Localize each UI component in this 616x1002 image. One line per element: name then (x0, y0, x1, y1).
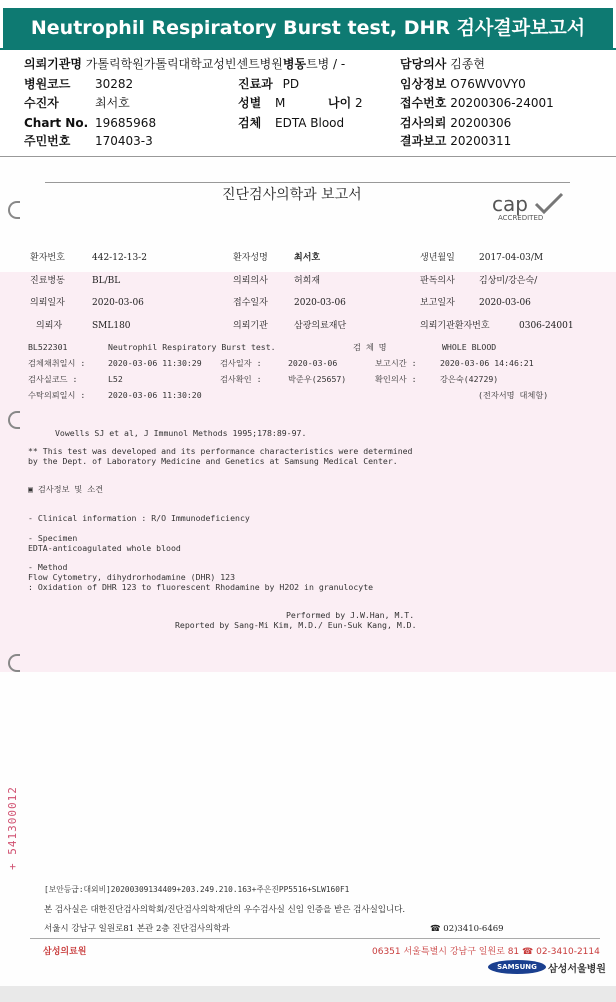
r4-value-1: SML180 (92, 321, 131, 331)
r1-value-3: 2017-04-03/M (479, 253, 544, 263)
clinical-info: - Clinical information : R/O Immunodeficiency (28, 513, 250, 523)
r1-label-3: 생년월일 (420, 253, 455, 263)
patient-label: 수진자 (24, 96, 59, 110)
doctor-value: 김종현 (450, 57, 485, 71)
security-line: [보안등급:대외비]20200309134409+203.249.210.163+주은진PP5516+SLW160F1 (44, 885, 350, 894)
m2-value-3: 2020-03-06 14:46:21 (440, 358, 534, 368)
header-doctor (400, 57, 485, 72)
method-text-2: : Oxidation of DHR 123 to fluorescent Rhodamine by H2O2 in granulocyte (28, 582, 374, 592)
hosp-code-value: 30282 (95, 77, 134, 91)
header-hosp-code (24, 77, 70, 92)
age-label: 나이 (328, 96, 352, 110)
punch-hole (8, 411, 20, 429)
r1-label-1: 환자번호 (30, 253, 65, 263)
clinical-label: 임상정보 (400, 77, 447, 91)
m3-label-1: 검사실코드 : (28, 374, 78, 384)
header-institution (24, 57, 345, 72)
m1-code: BL522301 (28, 342, 68, 352)
report-title: Neutrophil Respiratory Burst test, DHR 검사결과보고서 (3, 8, 613, 48)
r1-value-1: 442-12-13-2 (92, 253, 147, 263)
r3-value-2: 2020-03-06 (294, 298, 346, 308)
sex-value: M (275, 96, 286, 110)
chart-value: 19685968 (95, 116, 157, 130)
cap-sub: ACCREDITED (498, 214, 544, 222)
id-value: 170403-3 (95, 134, 153, 148)
r4-label-3: 의뢰기관환자번호 (420, 321, 490, 331)
r4-value-3: 0306-24001 (519, 321, 574, 331)
m1-specimen-label: 검 체 명 (353, 342, 387, 352)
r2-label-3: 판독의사 (420, 276, 455, 286)
punch-hole (8, 654, 20, 672)
reference: Vowells SJ et al, J Immunol Methods 1995;178:89-97. (55, 428, 307, 438)
cap-logo (488, 192, 568, 226)
header-report (400, 134, 511, 149)
ward-value: 트병 / - (306, 57, 346, 71)
reported-by: Reported by Sang-Mi Kim, M.D./ Eun-Suk Kang, M.D. (175, 620, 417, 630)
address-text: 서울시 강남구 일원로81 본관 2층 진단검사의학과 (44, 924, 230, 934)
scan-title: 진단검사의학과 보고서 (222, 187, 362, 203)
m1-test-name: Neutrophil Respiratory Burst test. (108, 342, 276, 352)
footer-address: 06351 서울특별시 강남구 일원로 81 ☎ 02-3410-2114 (372, 947, 600, 957)
receipt-label: 접수번호 (400, 96, 447, 110)
e-signature-note: (전자서명 대체함) (478, 390, 549, 400)
r1-value-2: 최서호 (294, 253, 321, 263)
header-clinical (400, 77, 526, 92)
m3-label-3: 확인의사 : (375, 374, 417, 384)
footer-rule (30, 938, 600, 939)
specimen-label: 검체 (238, 116, 262, 130)
header-req-date (400, 116, 511, 131)
r1-label-2: 환자성명 (233, 253, 268, 263)
m2-value-1: 2020-03-06 11:30:29 (108, 358, 202, 368)
header-chart (24, 116, 88, 131)
r4-label-2: 의뢰기관 (233, 321, 268, 331)
header-specimen (238, 116, 344, 131)
note-line-2: by the Dept. of Laboratory Medicine and Genetics at Samsung Medical Center. (28, 456, 398, 466)
method-heading: - Method (28, 562, 68, 572)
method-text-1: Flow Cytometry, dihydrorhodamine (DHR) 123 (28, 572, 236, 582)
vertical-serial: + 541300012 (6, 786, 19, 870)
institution-label: 의뢰기관명 (24, 57, 82, 71)
certification-text: 본 검사실은 대한진단검사의학회/진단검사의학재단의 우수검사실 신임 인증을 받은 검사실입니다. (44, 905, 406, 915)
bottom-strip (0, 986, 616, 1002)
m3-value-3: 강은숙(42729) (440, 374, 499, 384)
m3-label-2: 검사확인 : (220, 374, 262, 384)
specimen-text: EDTA-anticoagulated whole blood (28, 543, 181, 553)
r2-label-1: 진료병동 (30, 276, 65, 286)
req-date-label: 검사의뢰 (400, 116, 447, 130)
header-age (328, 96, 363, 111)
section-heading: ▣ 검사정보 및 소견 (28, 484, 104, 494)
r3-label-2: 접수일자 (233, 298, 268, 308)
hosp-code-label: 병원코드 (24, 77, 71, 91)
institution-value: 가톨릭학원가톨릭대학교성빈센트병원 (85, 57, 283, 71)
m4-value-1: 2020-03-06 11:30:20 (108, 390, 202, 400)
dept-value: PD (282, 77, 300, 91)
r2-label-2: 의뢰의사 (233, 276, 268, 286)
header-sex (238, 96, 285, 111)
report-value: 20200311 (450, 134, 512, 148)
r3-value-3: 2020-03-06 (479, 298, 531, 308)
m3-value-2: 박준우(25657) (288, 374, 347, 384)
req-date-value: 20200306 (450, 116, 512, 130)
note-line-1: ** This test was developed and its performance characteristics were determined (28, 446, 413, 456)
clinical-value: O76WV0VY0 (450, 77, 526, 91)
performed-by: Performed by J.W.Han, M.T. (286, 610, 415, 620)
chart-label: Chart No. (24, 116, 89, 130)
ward-label: 병동 (282, 57, 307, 71)
header-receipt (400, 96, 554, 111)
specimen-value: EDTA Blood (275, 116, 345, 130)
m1-specimen-value: WHOLE BLOOD (442, 342, 497, 352)
r2-value-1: BL/BL (92, 276, 121, 286)
report-label: 결과보고 (400, 134, 447, 148)
r2-value-3: 김상미/강은숙/ (479, 276, 538, 286)
samsung-logo: SAMSUNG (488, 960, 546, 974)
id-label: 주민번호 (24, 134, 71, 148)
sex-label: 성별 (238, 96, 262, 110)
top-rule (45, 182, 570, 183)
r2-value-2: 허희재 (294, 276, 321, 286)
m2-label-1: 검체채취일시 : (28, 358, 86, 368)
r3-value-1: 2020-03-06 (92, 298, 144, 308)
patient-value: 최서호 (95, 96, 130, 110)
r4-label-1: 의뢰자 (36, 321, 63, 331)
phone-text: ☎ 02)3410-6469 (430, 924, 504, 934)
footer-org: 삼성의료원 (43, 947, 87, 957)
header-dept (238, 77, 299, 92)
m3-value-1: L52 (108, 374, 123, 384)
header-patient (24, 96, 59, 111)
dept-label: 진료과 (238, 77, 273, 91)
cap-text: cap (492, 192, 528, 216)
hospital-name: 삼성서울병원 (548, 964, 606, 975)
m2-label-2: 검사일자 : (220, 358, 262, 368)
punch-hole (8, 201, 20, 219)
header-separator (0, 156, 616, 157)
m4-label-1: 수탁의뢰일시 : (28, 390, 86, 400)
m2-value-2: 2020-03-06 (288, 358, 338, 368)
m2-label-3: 보고시간 : (375, 358, 417, 368)
r3-label-3: 보고일자 (420, 298, 455, 308)
checkmark-icon (534, 192, 564, 214)
doctor-label: 담당의사 (400, 57, 447, 71)
title-rule (0, 48, 616, 50)
r4-value-2: 삼광의료재단 (294, 321, 347, 331)
age-value: 2 (355, 96, 363, 110)
r3-label-1: 의뢰일자 (30, 298, 65, 308)
receipt-value: 20200306-24001 (450, 96, 554, 110)
specimen-heading: - Specimen (28, 533, 78, 543)
header-id (24, 134, 70, 149)
